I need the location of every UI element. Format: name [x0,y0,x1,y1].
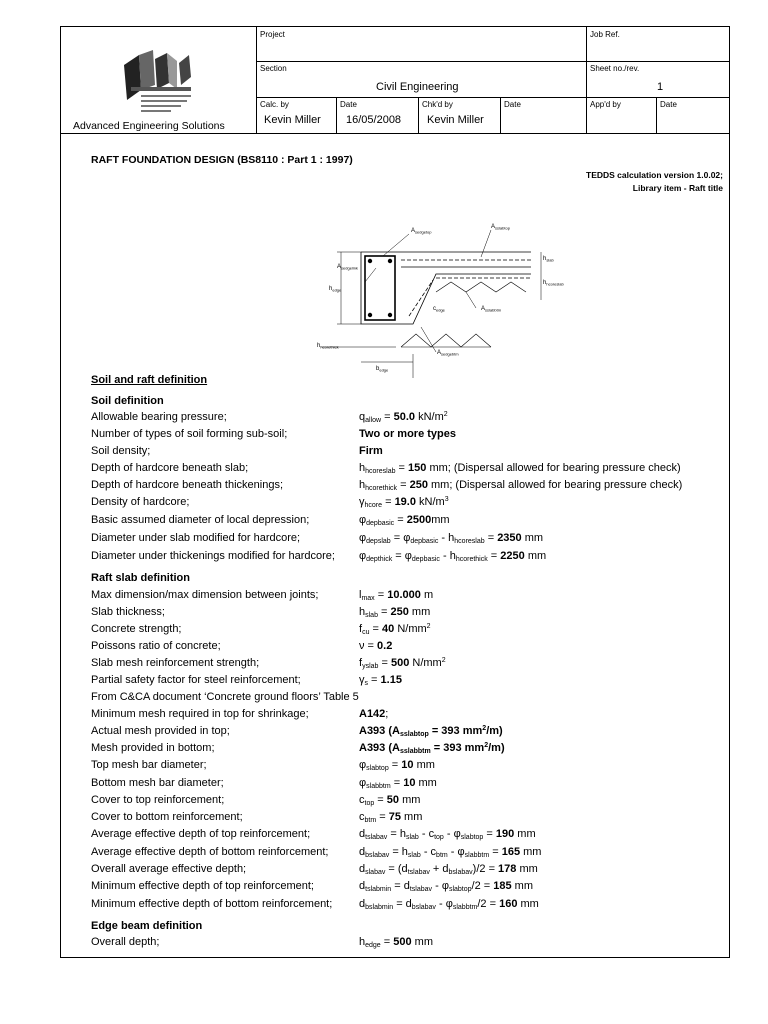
checked-by-cell [418,97,500,133]
row-eff-depth-overall: Overall average effective depth; $d_{slabav} = (d_{tslabav} + d_{bslabav})/2 = 178$ mm [91,863,538,876]
row-soil-types: Number of types of soil forming sub-soil; Two or more types [91,428,456,440]
row-cover-bottom: Cover to bottom reinforcement; $c_{btm} = 75$ mm [91,811,423,824]
date-cell-3 [656,97,729,133]
calc-by-cell [256,97,336,133]
date-label-2: Date [504,100,521,109]
a-sslabtop-label: $A_{sslabtop}$ [491,224,510,231]
sheet-value: 1 [657,81,664,93]
row-safety-factor: Partial safety factor for steel reinforcement; $\gamma_s = 1.15$ [91,674,402,687]
sheet-cell [586,61,729,97]
tedds-version: TEDDS calculation version 1.0.02; [586,170,723,180]
a-sslabbtm-label: $A_{sslabbtm}$ [481,306,502,313]
a-sedgetop-label: $A_{sedgetop}$ [411,228,432,235]
calculation-sheet [60,26,730,958]
row-mesh-top: Actual mesh provided in top; A393 ($A_{sslabtop} = 393$ $mm^2/m$) [91,725,503,738]
row-depression-thick: Diameter under thickenings modified for hardcore; $\varphi_{depthick} = \varphi_{depbasic} - h_{hcorethick} = 2250$ mm [91,550,547,563]
row-min-eff-top: Minimum effective depth of top reinforcement; $d_{tslabmin} = d_{tslabav} - \varphi_{slabtop}/2 = 185$ mm [91,880,534,893]
row-eff-depth-bottom: Average effective depth of bottom reinforcement; $d_{bslabav} = h_{slab} - c_{btm} - \varphi_{slabbtm} = 165$ mm [91,846,542,859]
calc-title: RAFT FOUNDATION DESIGN (BS8110 : Part 1 : 1997) [91,154,353,166]
section-cell [256,61,586,97]
date-cell-1 [336,97,418,133]
raft-slab-heading: Raft slab definition [91,572,190,584]
company-logo [119,45,249,115]
a-sedgelink-label: $A_{sedgelink}$ [337,264,358,271]
row-allowable-bearing: Allowable bearing pressure; $q_{allow} = 50.0$ $kN/m^2$ [91,411,448,424]
project-label: Project [260,30,285,39]
calc-by-value: Kevin Miller [264,114,321,126]
h-edge-label: $h_{edge}$ [329,286,342,293]
date-cell-2 [500,97,586,133]
approved-by-label: App'd by [590,100,621,109]
approved-by-cell [586,97,656,133]
a-sedgebtm-label: $A_{sedgebtm}$ [437,350,459,357]
date-label-1: Date [340,100,357,109]
h-hcorethick-label: $h_{hcorethick}$ [317,343,339,350]
row-depression-slab: Diameter under slab modified for hardcore; $\varphi_{depslab} = \varphi_{depbasic} - h_{hcoreslab} = 2350$ mm [91,532,544,545]
row-mesh-bottom: Mesh provided in bottom; A393 ($A_{sslabbtm} = 393$ $mm^2/m$) [91,742,505,755]
row-soil-density: Soil density; Firm [91,445,383,457]
h-slab-label: $h_{slab}$ [543,256,554,263]
title-block [61,27,729,134]
row-poissons-ratio: Poissons ratio of concrete; ν = 0.2 [91,640,393,652]
h-hcoreslab-label: $h_{hcoreslab}$ [543,280,564,287]
company-name: Advanced Engineering Solutions [73,120,225,132]
row-min-eff-bottom: Minimum effective depth of bottom reinforcement; $d_{bslabmin} = d_{bslabav} - \varphi_{slabbtm}/2 = 160$ mm [91,898,539,911]
row-cover-top: Cover to top reinforcement; $c_{top} = 50$ mm [91,794,421,807]
row-hardcore-slab: Depth of hardcore beneath slab; $h_{hcoreslab} = 150$ mm; (Dispersal allowed for bearing pressure check) [91,462,681,475]
section-label: Section [260,64,287,73]
job-ref-cell [586,27,729,61]
row-mesh-strength: Slab mesh reinforcement strength; $f_{yslab} = 500$ $N/mm^2$ [91,657,446,670]
row-concrete-strength: Concrete strength; $f_{cu} = 40$ $N/mm^2$ [91,623,431,636]
tedds-info [586,169,723,195]
row-hardcore-thick: Depth of hardcore beneath thickenings; $h_{hcorethick} = 250$ mm; (Dispersal allowed for bearing pressure check) [91,479,683,492]
date-label-3: Date [660,100,677,109]
row-hardcore-density: Density of hardcore; $\gamma_{hcore} = 19.0$ $kN/m^3$ [91,496,449,509]
checked-by-label: Chk'd by [422,100,453,109]
raft-edge-diagram [241,212,564,373]
row-depression-basic: Basic assumed diameter of local depression; $\varphi_{depbasic} = 2500mm$ [91,514,450,527]
row-eff-depth-top: Average effective depth of top reinforcement; $d_{tslabav} = h_{slab} - c_{top} - \varphi_{slabtop} = 190$ mm [91,828,536,841]
soil-raft-heading: Soil and raft definition [91,374,208,386]
row-max-dimension: Max dimension/max dimension between joints; $l_{max} = 10.000$ m [91,589,434,602]
project-cell [256,27,586,61]
edge-beam-heading: Edge beam definition [91,920,203,932]
job-ref-label: Job Ref. [590,30,620,39]
sheet-label: Sheet no./rev. [590,64,640,73]
section-value: Civil Engineering [376,81,459,93]
soil-definition-heading: Soil definition [91,395,164,407]
row-overall-depth: Overall depth; $h_{edge} = 500$ mm [91,936,433,949]
b-edge-label: $b_{edge}$ [376,366,389,373]
row-slab-thickness: Slab thickness; $h_{slab} = 250$ mm [91,606,431,619]
checked-by-value: Kevin Miller [427,114,484,126]
date-value-1: 16/05/2008 [346,114,402,126]
row-min-mesh: Minimum mesh required in top for shrinkage; A142; [91,708,389,720]
row-top-bar-dia: Top mesh bar diameter; $\varphi_{slabtop} = 10$ mm [91,759,435,772]
tedds-library-item: Library item - Raft title [632,183,723,193]
row-bottom-bar-dia: Bottom mesh bar diameter; $\varphi_{slabbtm} = 10$ mm [91,777,437,790]
c-edge-label: $c_{edge}$ [433,306,445,313]
calc-by-label: Calc. by [260,100,289,109]
row-cca-note: From C&CA document ‘Concrete ground floors’ Table 5 [91,691,359,703]
